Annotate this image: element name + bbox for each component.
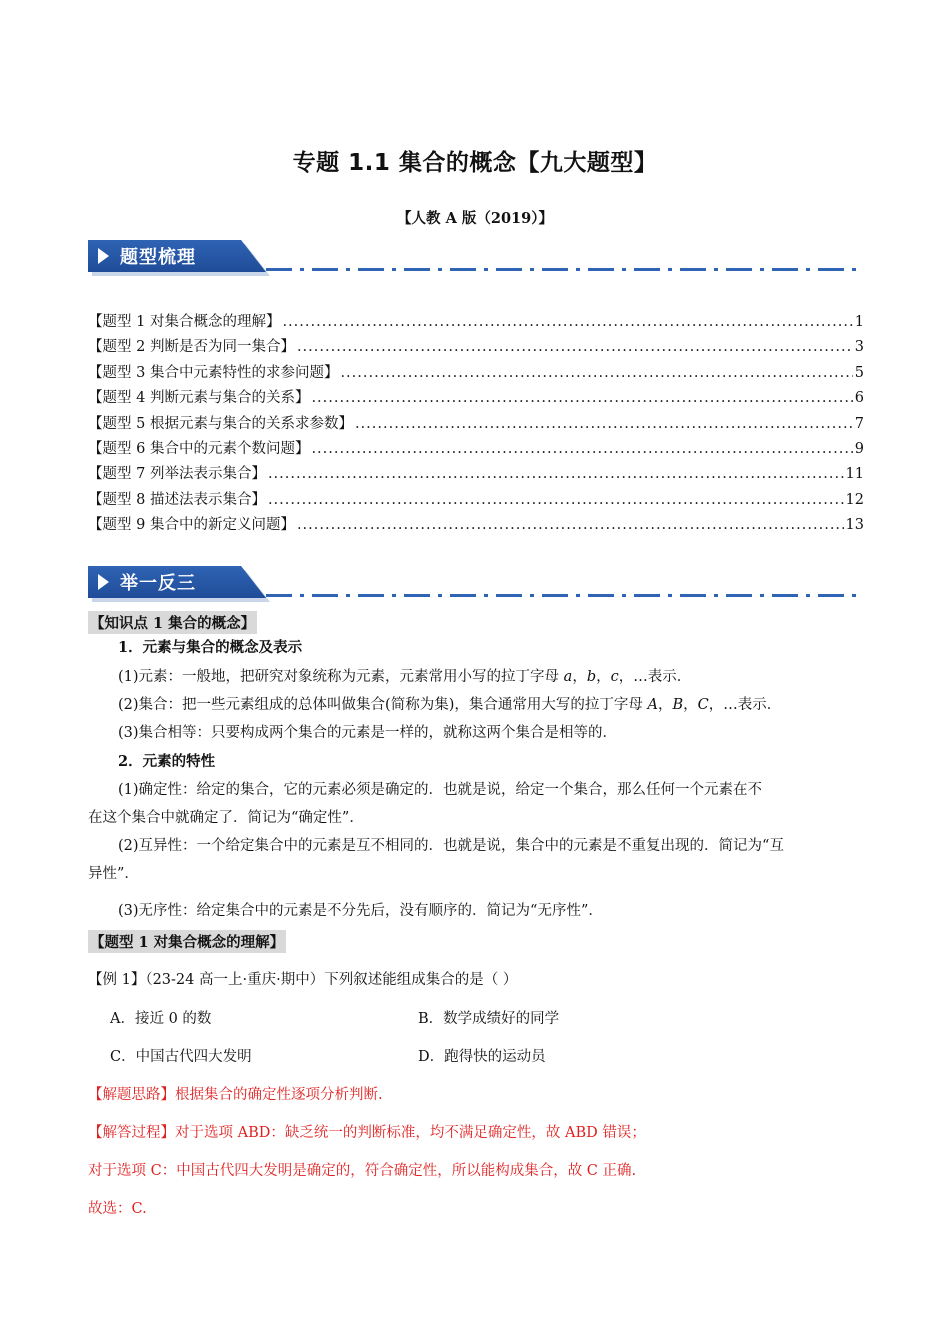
- knowledge-para-distinct-1: (2)互异性：一个给定集合中的元素是互不相同的．也就是说，集合中的元素是不重复出现的．简记为“互: [118, 838, 784, 854]
- toc-entry-page: 1: [854, 314, 864, 330]
- section-banner-toc: [88, 240, 864, 276]
- toc-leader-dots: [311, 390, 852, 406]
- toc-entry[interactable]: [88, 488, 864, 513]
- table-of-contents: [88, 310, 864, 539]
- toc-leader-dots: [282, 314, 852, 330]
- toc-leader-dots: [311, 441, 852, 457]
- ellipsis: …: [723, 697, 738, 713]
- text-span: (1)元素：一般地，把研究对象统称为元素，元素常用小写的拉丁字母: [118, 669, 564, 685]
- knowledge-heading-1: 1．元素与集合的概念及表示: [118, 639, 303, 656]
- ellipsis: …: [633, 669, 648, 685]
- toc-entry-page: 13: [845, 517, 864, 534]
- toc-leader-dots: [340, 365, 852, 381]
- knowledge-line-element: (1)元素：一般地，把研究对象统称为元素，元素常用小写的拉丁字母 a，b，c，…表示．: [118, 669, 692, 685]
- toc-entry-title: 【题型 9 集合中的新定义问题】: [88, 517, 295, 534]
- toc-entry[interactable]: [88, 513, 864, 538]
- toc-entry-title: 【题型 5 根据元素与集合的关系求参数】: [88, 415, 353, 432]
- text-span: 表示．: [647, 669, 692, 685]
- solution-process-1: 【解答过程】对于选项 ABD：缺乏统一的判断标准，均不满足确定性，故 ABD 错误；: [88, 1125, 646, 1141]
- toc-entry-page: 5: [854, 364, 864, 381]
- toc-entry-title: 【题型 7 列举法表示集合】: [88, 466, 266, 483]
- toc-entry[interactable]: [88, 361, 864, 386]
- var-c: c: [610, 669, 619, 685]
- play-arrow-icon: [98, 248, 109, 264]
- toc-leader-dots: [355, 416, 853, 432]
- solution-answer: 故选：C.: [88, 1201, 147, 1217]
- toc-entry-page: 9: [854, 440, 864, 457]
- var-B: B: [672, 697, 684, 713]
- option-c[interactable]: C．中国古代四大发明: [110, 1049, 252, 1065]
- knowledge-line-equal: (3)集合相等：只要构成两个集合的元素是一样的，就称这两个集合是相等的．: [118, 725, 618, 741]
- question-type-tag: 【题型 1 对集合概念的理解】: [88, 930, 286, 953]
- knowledge-para-distinct-2: 异性”．: [88, 866, 139, 882]
- toc-leader-dots: [297, 517, 844, 533]
- toc-entry[interactable]: [88, 310, 864, 335]
- banner-label: 举一反三: [120, 573, 196, 594]
- solution-process-2: 对于选项 C：中国古代四大发明是确定的，符合确定性，所以能构成集合，故 C 正确.: [88, 1163, 637, 1179]
- knowledge-para-certainty-2: 在这个集合中就确定了．简记为“确定性”．: [88, 810, 364, 826]
- dash-dot-divider: [266, 268, 864, 271]
- option-d[interactable]: D．跑得快的运动员: [418, 1049, 546, 1065]
- toc-entry-title: 【题型 3 集合中元素特性的求参问题】: [88, 364, 339, 381]
- banner-label: 题型梳理: [120, 247, 196, 268]
- toc-entry[interactable]: [88, 335, 864, 360]
- toc-entry[interactable]: [88, 462, 864, 487]
- toc-leader-dots: [268, 466, 844, 482]
- text-span: (2)集合：把一些元素组成的总体叫做集合(简称为集)，集合通常用大写的拉丁字母: [118, 697, 648, 713]
- var-a: a: [563, 669, 573, 685]
- toc-entry[interactable]: [88, 437, 864, 462]
- option-b[interactable]: B．数学成绩好的同学: [418, 1011, 560, 1027]
- toc-entry-page: 7: [854, 415, 864, 432]
- toc-entry-page: 12: [845, 491, 864, 508]
- var-C: C: [697, 697, 709, 713]
- toc-entry-page: 6: [854, 390, 864, 407]
- option-a[interactable]: A．接近 0 的数: [110, 1011, 212, 1027]
- example-question: 【例 1】（23-24 高一上·重庆·期中）下列叙述能组成集合的是（ ）: [88, 972, 518, 988]
- play-arrow-icon: [98, 574, 109, 590]
- var-A: A: [647, 697, 658, 713]
- toc-entry-title: 【题型 6 集合中的元素个数问题】: [88, 440, 310, 457]
- page-subtitle: 【人教 A 版（2019）】: [397, 210, 553, 227]
- toc-entry-title: 【题型 2 判断是否为同一集合】: [88, 339, 295, 356]
- knowledge-line-set: (2)集合：把一些元素组成的总体叫做集合(简称为集)，集合通常用大写的拉丁字母 A，B，C，…表示．: [118, 697, 782, 713]
- toc-entry-page: 3: [854, 339, 864, 356]
- solution-idea: 【解题思路】根据集合的确定性逐项分析判断.: [88, 1087, 383, 1103]
- toc-entry-title: 【题型 1 对集合概念的理解】: [88, 314, 281, 330]
- toc-leader-dots: [268, 492, 844, 508]
- toc-entry-title: 【题型 4 判断元素与集合的关系】: [88, 390, 310, 407]
- knowledge-heading-2: 2．元素的特性: [118, 753, 216, 770]
- var-b: b: [586, 669, 597, 685]
- knowledge-para-certainty-1: (1)确定性：给定的集合，它的元素必须是确定的．也就是说，给定一个集合，那么任何一个元素在不: [118, 782, 763, 798]
- toc-entry-title: 【题型 8 描述法表示集合】: [88, 491, 266, 508]
- toc-leader-dots: [297, 339, 853, 355]
- knowledge-para-unordered: (3)无序性：给定集合中的元素是不分先后，没有顺序的．简记为“无序性”．: [118, 903, 603, 919]
- section-banner-practice: [88, 566, 864, 602]
- toc-entry[interactable]: [88, 386, 864, 411]
- page-title: 专题 1.1 集合的概念【九大题型】: [292, 150, 658, 176]
- knowledge-point-tag: 【知识点 1 集合的概念】: [88, 611, 257, 634]
- toc-entry-page: 11: [845, 466, 864, 483]
- text-span: 表示．: [737, 697, 782, 713]
- dash-dot-divider: [266, 594, 864, 597]
- toc-entry[interactable]: [88, 412, 864, 437]
